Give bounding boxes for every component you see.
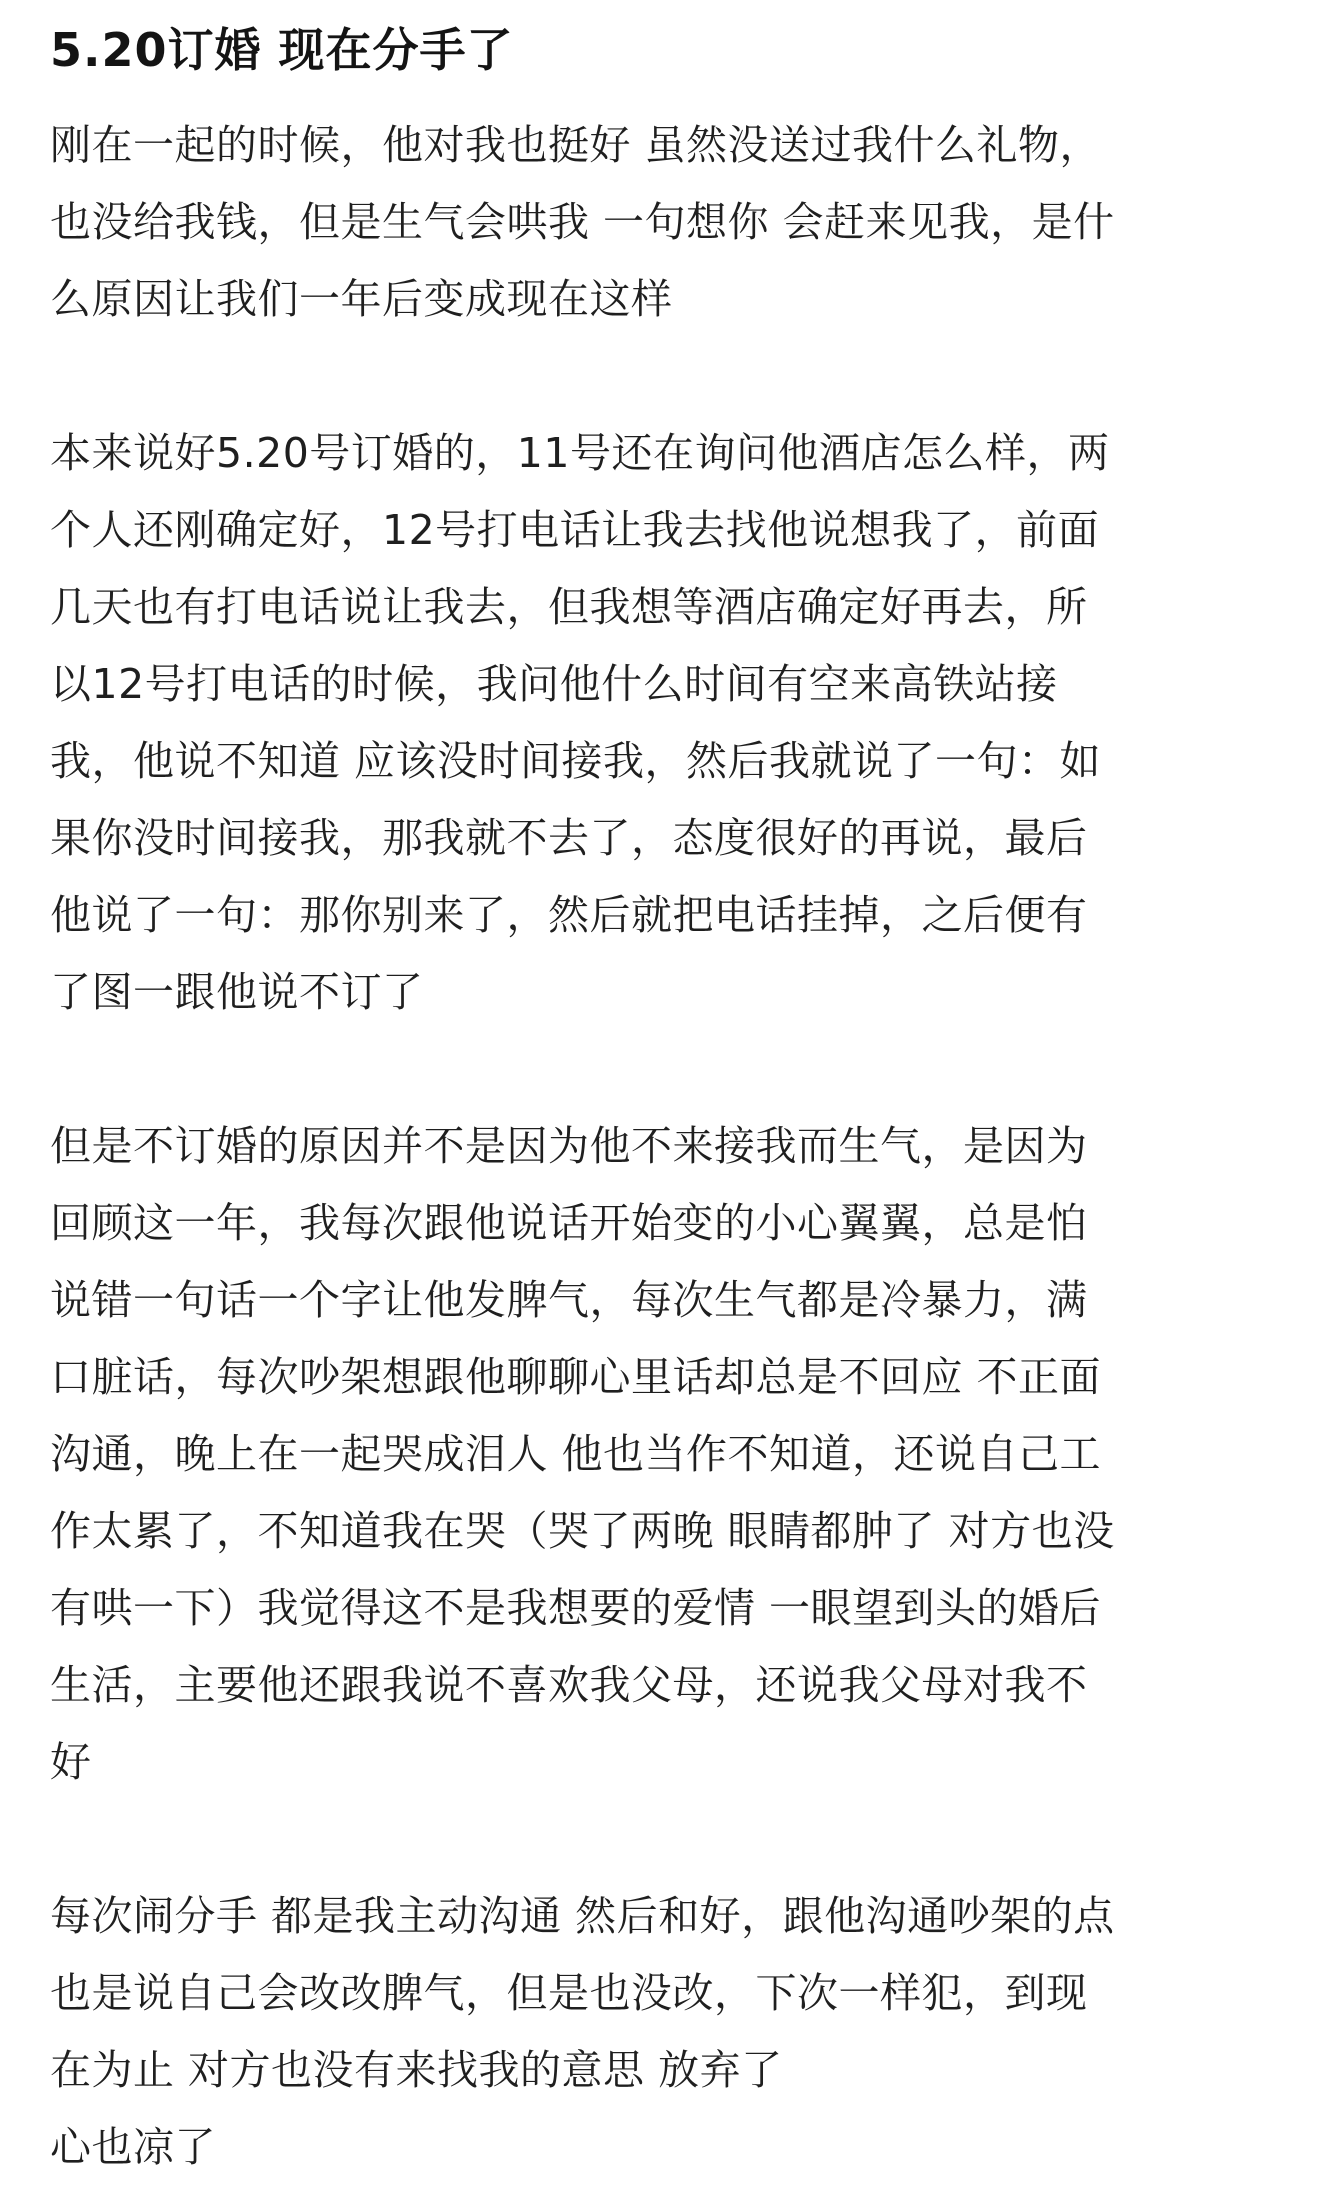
paragraph-line: 心也凉了 <box>50 2123 216 2171</box>
paragraph-line: 刚在一起的时候，他对我也挺好 虽然没送过我什么礼物， <box>50 121 1102 169</box>
paragraph-3 <box>50 1108 1280 1801</box>
paragraph-spacer <box>50 1031 1280 1108</box>
paragraph-4 <box>50 1878 1280 2186</box>
paragraph-spacer <box>50 338 1280 415</box>
paragraph-line: 有哄一下）我觉得这不是我想要的爱情 一眼望到头的婚后 <box>50 1584 1102 1632</box>
post-article <box>50 0 1280 2186</box>
paragraph-line: 也是说自己会改改脾气，但是也没改，下次一样犯，到现 <box>50 1969 1088 2017</box>
paragraph-line: 他说了一句：那你别来了，然后就把电话挂掉，之后便有 <box>50 891 1088 939</box>
post-title: 5.20订婚 现在分手了 <box>50 23 514 77</box>
paragraph-line: 果你没时间接我，那我就不去了，态度很好的再说，最后 <box>50 814 1088 862</box>
paragraph-spacer <box>50 1801 1280 1878</box>
paragraph-2 <box>50 415 1280 1031</box>
paragraph-line: 也没给我钱，但是生气会哄我 一句想你 会赶来见我，是什 <box>50 198 1115 246</box>
paragraph-line: 口脏话，每次吵架想跟他聊聊心里话却总是不回应 不正面 <box>50 1353 1102 1401</box>
paragraph-line: 在为止 对方也没有来找我的意思 放弃了 <box>50 2046 783 2094</box>
paragraph-line: 个人还刚确定好，12号打电话让我去找他说想我了，前面 <box>50 506 1100 554</box>
paragraph-line: 但是不订婚的原因并不是因为他不来接我而生气，是因为 <box>50 1122 1088 1170</box>
paragraph-line: 么原因让我们一年后变成现在这样 <box>50 275 673 323</box>
paragraph-line: 本来说好5.20号订婚的，11号还在询问他酒店怎么样，两 <box>50 429 1110 477</box>
paragraph-line: 生活，主要他还跟我说不喜欢我父母，还说我父母对我不 <box>50 1661 1088 1709</box>
paragraph-line: 说错一句话一个字让他发脾气，每次生气都是冷暴力，满 <box>50 1276 1088 1324</box>
paragraph-line: 以12号打电话的时候，我问他什么时间有空来高铁站接 <box>50 660 1058 708</box>
paragraph-line: 沟通，晚上在一起哭成泪人 他也当作不知道，还说自己工 <box>50 1430 1102 1478</box>
paragraph-line: 了图一跟他说不订了 <box>50 968 424 1016</box>
paragraph-line: 作太累了，不知道我在哭（哭了两晚 眼睛都肿了 对方也没 <box>50 1507 1115 1555</box>
paragraph-1 <box>50 107 1280 338</box>
paragraph-line: 我，他说不知道 应该没时间接我，然后我就说了一句：如 <box>50 737 1102 785</box>
paragraph-line: 每次闹分手 都是我主动沟通 然后和好，跟他沟通吵架的点 <box>50 1892 1115 1940</box>
paragraph-line: 好 <box>50 1738 92 1786</box>
paragraph-line: 回顾这一年，我每次跟他说话开始变的小心翼翼，总是怕 <box>50 1199 1088 1247</box>
paragraph-line: 几天也有打电话说让我去，但我想等酒店确定好再去，所 <box>50 583 1088 631</box>
